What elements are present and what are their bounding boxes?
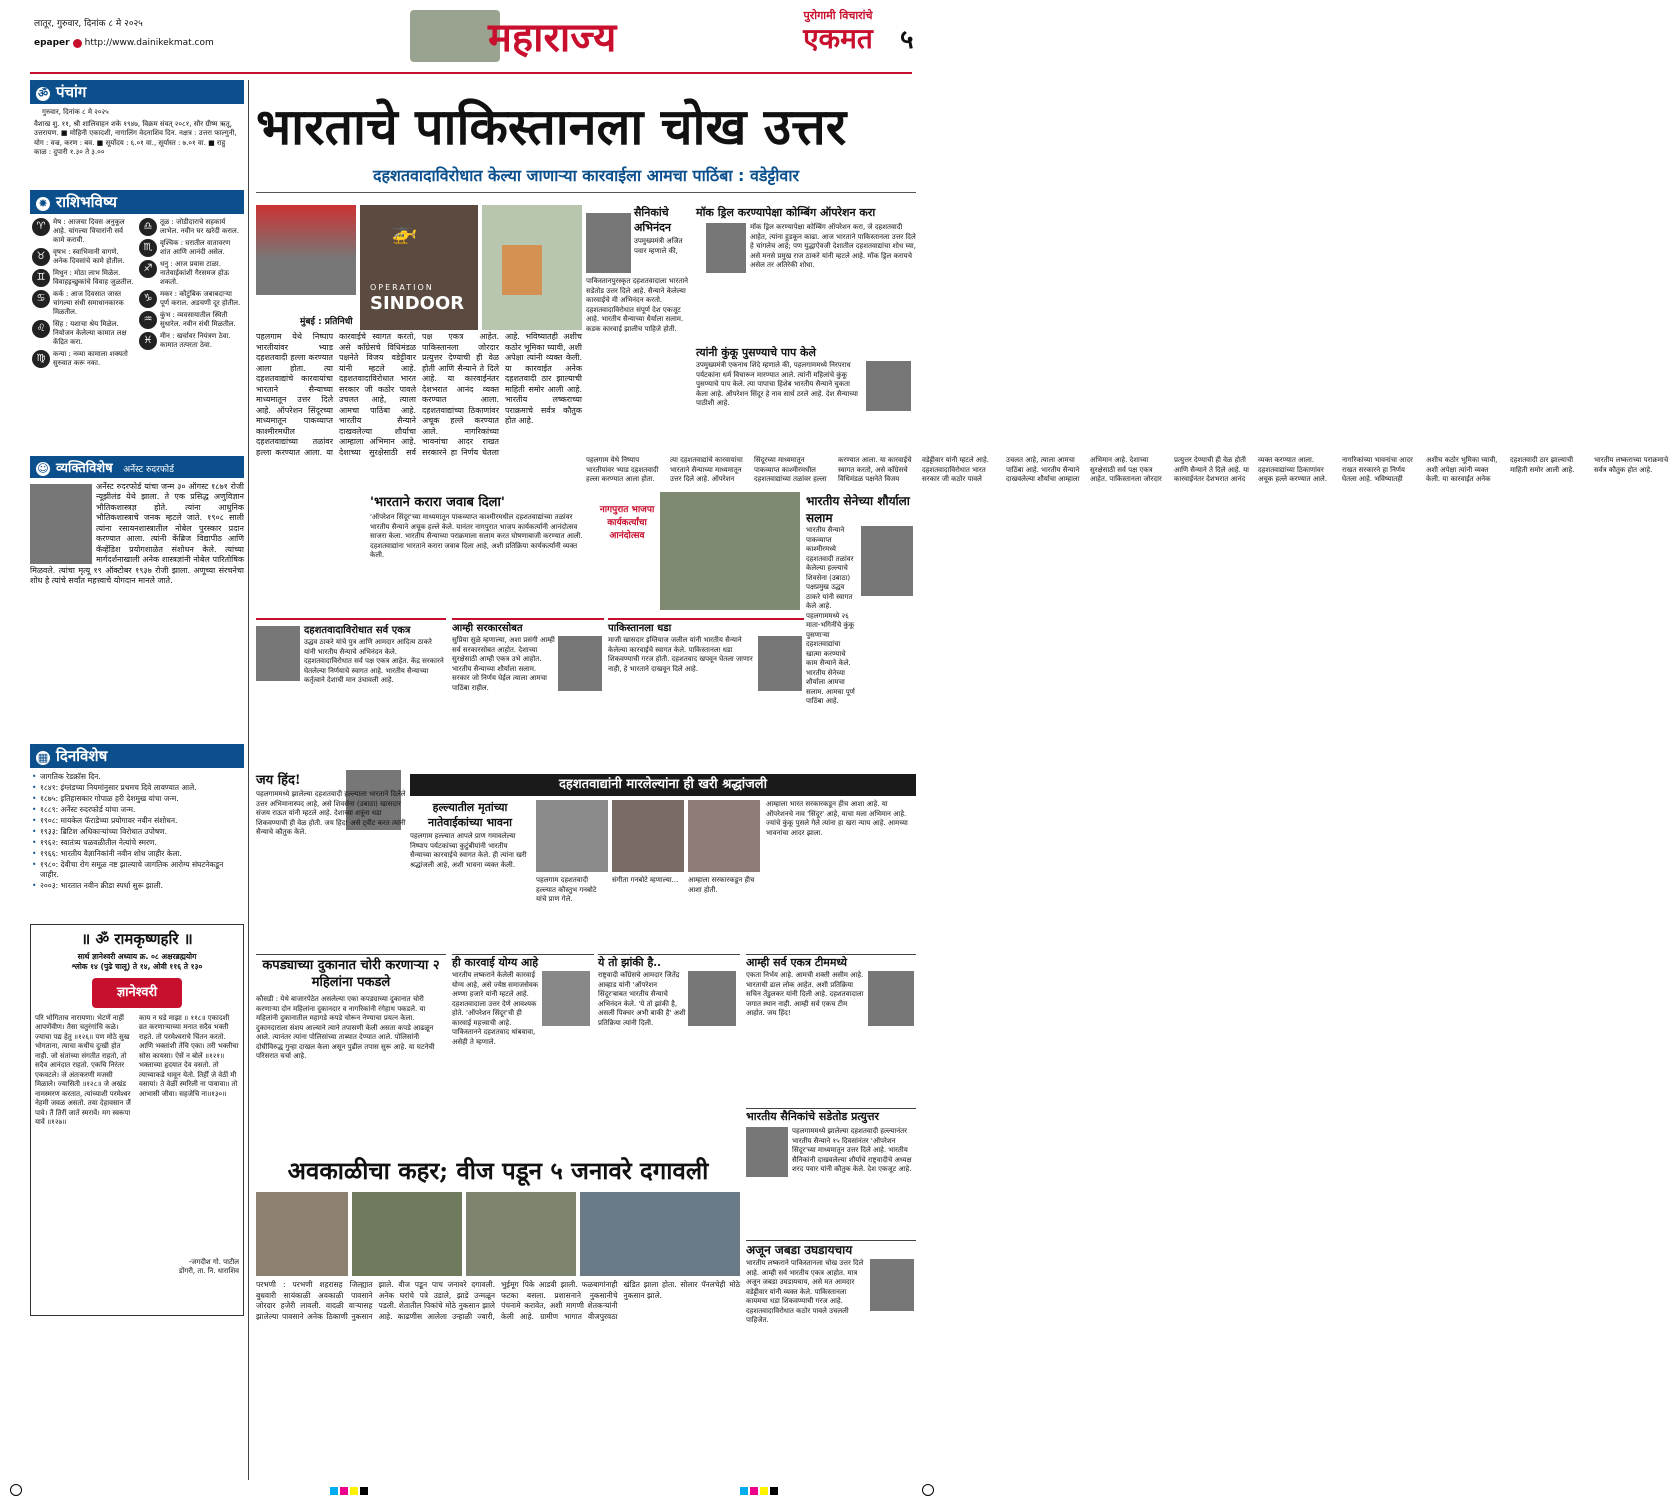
aaditya-body: उद्धव ठाकरे यांचे पुत्र आणि आमदार आदित्य ठाकरे यांनी भारतीय सैन्याचे अभिनंदन केले. दहशतवादाविरोधात सर्व पक्ष एकत्र आहेत. केंद्र सरकारने घेतलेल्या निर्णयाचे स्वागत आहे. भारतीय सैन्याच्या कर्तृत्वाने देशाची मान उंचावली आहे. bbox=[304, 638, 444, 684]
imtiaz-box bbox=[608, 618, 804, 766]
imtiaz-body: माजी खासदार इम्तियाज जलील यांनी भारतीय सैन्याने केलेल्या कारवाईचे स्वागत केले. पाकिस्तानला धडा शिकवण्याची गरज होती. दहशतवाद खपवून घेतला जाणार नाही, हे भारताने दाखवून दिले आहे. bbox=[608, 636, 753, 673]
anna-box bbox=[452, 954, 594, 1154]
pawar-title: भारतीय सैनिकांचे सडेतोड प्रत्युत्तर bbox=[746, 1110, 879, 1123]
photo-caption-2: संगीता गनबोटे म्हणाल्या... bbox=[612, 876, 679, 884]
vadettiwar2-body: भारतीय लष्कराने पाकिस्तानला चोख उत्तर दिले आहे. आम्ही सर्व भारतीय एकत्र आहोत. मात्र अजून जबडा उघडायचाय, असे मत आमदार वडेट्टीवार यांनी व्यक्त केले. पाकिस्तानला कायमचा धडा शिकवण्याची गरज आहे. दहशतवादाविरोधात कठोर पावले उचलली पाहिजेत. bbox=[746, 1259, 864, 1324]
kashmir-map bbox=[482, 205, 582, 330]
weather-title: अवकाळीचा कहर; वीज पडून ५ जनावरे दगावली bbox=[287, 1156, 709, 1185]
dnyaneshwari-col2: काय न घडे माझा ॥ ११८॥ एकादशी व्रत करणाऱ्याच्या मनात सदैव भक्ती राहते. तो परमेश्वराचे चिंतन करतो. आणि भक्तांशी तेंचि एका। तरी भक्तीचा सोस कायसा। ऐसें न बोलें ॥१२१॥ भक्ताच्या हृदयात देव वसतो. तो त्याच्याकडे धावून येतो. तिर्हीं जे वेठीं मी वसायां। ते वेळीं स्मरिली ना पावावा॥ तो आभासी जीवा। सहजेचि ना॥१३०॥ bbox=[139, 1013, 239, 1098]
dnyaneshwari-subtitle: सार्थ ज्ञानेश्वरी अध्याय क्र. ०८ अक्षरब्रह्मयोग bbox=[77, 951, 197, 961]
awhad-body: राष्ट्रवादी काँग्रेसचे आमदार जितेंद्र आव्हाड यांनी 'ऑपरेशन सिंदूर'बाबत भारतीय सैन्याचे अभिनंदन केले. 'ये तो झांकी है, असली पिक्चर अभी बाकी है' अशी प्रतिक्रिया त्यांनी दिली. bbox=[598, 971, 686, 1027]
color-bar-magenta bbox=[750, 1487, 758, 1495]
aries-icon: ♈ bbox=[32, 218, 50, 236]
rashi-mithun: ♊ मिथुन : मोठा लाभ मिळेल. विवाहइच्छुकांचे विवाह जुळतील. bbox=[32, 269, 135, 287]
storm-damage-photo-1 bbox=[256, 1192, 348, 1276]
map-marker bbox=[502, 245, 542, 295]
shinde-box bbox=[696, 345, 916, 457]
rashi-grid bbox=[30, 214, 244, 454]
virgo-icon: ♍ bbox=[32, 350, 50, 368]
aaditya-title: दहशतवादाविरोधात सर्व एकत्र bbox=[304, 625, 411, 636]
supriya-box bbox=[452, 618, 604, 766]
shraddhanjali-body: पहलगाम हल्ल्यात आपले प्राण गमावलेल्या निष्पाप पर्यटकांच्या कुटुंबीयांनी भारतीय सैन्याच्या कारवाईचे स्वागत केले. ही त्यांना खरी श्रद्धांजली आहे, अशी भावना व्यक्त केली. bbox=[410, 832, 527, 869]
storm-damage-photo-3 bbox=[466, 1192, 576, 1276]
dnyaneshwari-box bbox=[30, 924, 244, 1316]
rashi-meen: ♓ मीन : खर्चावर नियंत्रण ठेवा. कामात तत्परता ठेवा. bbox=[139, 332, 242, 350]
color-bar-yellow bbox=[350, 1487, 358, 1495]
supriya-photo bbox=[558, 636, 602, 691]
rashi-kanya: ♍ कन्या : नव्या कामाला शक्यतो सुरुवात करू नका. bbox=[32, 350, 135, 368]
nagpur-caption: नागपुरात भाजपा कार्यकर्त्यांचा आनंदोत्सव bbox=[599, 505, 655, 541]
gemini-icon: ♊ bbox=[32, 269, 50, 287]
supriya-title: आम्ही सरकारसोबत bbox=[452, 623, 523, 634]
kapda-body: कौसडी : येथे बाजारपेठेत असलेल्या एका कपड्याच्या दुकानात चोरी करणाऱ्या दोन महिलांना दुकानदार व नागरिकांनी रंगेहाथ पकडले. या महिलांनी दुकानातील महागडे कपडे चोरून नेण्याचा प्रयत्न केला. दुकानदाराला संशय आल्याने त्याने तपासणी केली असता कपडे आढळून आले. त्यानंतर त्यांना पोलिसांच्या ताब्यात देण्यात आले. पोलिसांनी दोघींविरुद्ध गुन्हा दाखल केला असून पुढील तपास सुरू आहे. या घटनेची परिसरात चर्चा आहे. bbox=[256, 995, 435, 1060]
storm-damage-photo-4 bbox=[580, 1192, 740, 1276]
vyaktivishesh-header: ☺ व्यक्तिविशेष अर्नेस्ट रुदरफोर्ड bbox=[30, 456, 244, 478]
dinvishesh-item: • जागतिक रेडक्रॉस दिन. bbox=[32, 772, 242, 782]
nagpur-body: 'ऑपरेशन सिंदूर'च्या माध्यमातून पाकव्याप्त काश्मीरमधील दहशतवाद्यांच्या तळांवर भारतीय सैन्याने अचूक हल्ले केले. यानंतर नागपुरात भाजप कार्यकर्त्यांनी आनंदोत्सव साजरा केला. भारतीय सैन्याच्या पराक्रमाला सलाम करत घोषणाबाजी करण्यात आली. दहशतवाद्यांना भारताने करारा जवाब दिला आहे, अशी प्रतिक्रिया कार्यकर्त्यांनी व्यक्त केली. bbox=[370, 513, 583, 559]
rutherford-photo bbox=[30, 484, 92, 564]
vadettiwar2-photo bbox=[870, 1259, 914, 1311]
anna-body: भारतीय लष्कराने केलेली कारवाई योग्य आहे, असे ज्येष्ठ समाजसेवक अण्णा हजारे यांनी म्हटले आहे. दहशतवादाला उत्तर देणे आवश्यक होते. 'ऑपरेशन सिंदूर'ची ही कारवाई महत्त्वाची आहे. पाकिस्तानने दहशतवाद थांबवावा, असेही ते म्हणाले. bbox=[452, 971, 539, 1046]
nagpur-box bbox=[370, 492, 800, 612]
main-body-continued: पहलगाम येथे निष्पाप भारतीयांवर भ्याड दहशतवादी हल्ला करण्यात आला होता. त्या दहशतवाद्यांचे कारवायांचा भारताने सैन्याच्या माध्यमातून उत्तर दिले आहे. ऑपरेशन सिंदूरच्या माध्यमातून पाकव्याप्त काश्मीरमधील दहशतवाद्यांच्या तळांवर हल्ला करण्यात आला. या कारवाईचे स्वागत करतो, असे काँग्रेसचे विधिमंडळ पक्षनेते विजय वडेट्टीवार यांनी म्हटले आहे. दहशतवादाविरोधात भारत सरकार जी कठोर पावले उचलत आहे, त्याला आमचा पाठिंबा आहे. भारतीय सैन्याने दाखवलेल्या शौर्याचा आम्हाला अभिमान आहे. देशाच्या सुरक्षेसाठी सर्व पक्ष एकत्र आहेत. पाकिस्तानला जोरदार प्रत्युत्तर देण्याची ही वेळ होती आणि सैन्याने ते दिले आहे. या कारवाईनंतर देशभरात आनंद व्यक्त करण्यात आला. दहशतवाद्यांच्या ठिकाणांवर अचूक हल्ले करण्यात आले. नागरिकांच्या भावनांचा आदर राखत सरकारने हा निर्णय घेतला आहे. भविष्यातही अशीच कठोर भूमिका घ्यावी, अशी अपेक्षा त्यांनी व्यक्त केली. या कारवाईत अनेक दहशतवादी ठार झाल्याची माहिती समोर आली आहे. भारतीय लष्कराच्या पराक्रमाचे सर्वत्र कौतुक होत आहे. bbox=[586, 456, 1669, 483]
sachin-title: आम्ही सर्व एकत्र टीममध्ये bbox=[746, 956, 847, 969]
rashi-kark: ♋ कर्क : आज दिवसात जास्त चांगल्या संधी समाधानकारक मिळतील. bbox=[32, 290, 135, 317]
aaditya-photo bbox=[256, 626, 300, 681]
paper-name: एकमत bbox=[803, 22, 873, 55]
left-column bbox=[30, 80, 244, 1480]
section-title: महाराज्य bbox=[488, 14, 617, 61]
raut-box bbox=[256, 770, 406, 948]
registration-mark bbox=[922, 1484, 934, 1496]
supriya-body: सुप्रिया सुळे म्हणाल्या, अशा प्रसंगी आम्ही सर्व सरकारसोबत आहोत. देशाच्या सुरक्षेसाठी आम्ही एकत्र उभे आहोत. भारतीय सैन्याच्या शौर्याला सलाम. सरकार जो निर्णय घेईल त्याला आमचा पाठिंबा राहील. bbox=[452, 636, 555, 692]
main-body: पहलगाम येथे निष्पाप भारतीयांवर भ्याड दहशतवादी हल्ला करण्यात आला होता. त्या दहशतवाद्यांचे कारवायांचा भारताने सैन्याच्या माध्यमातून उत्तर दिले आहे. ऑपरेशन सिंदूरच्या माध्यमातून पाकव्याप्त काश्मीरमधील दहशतवाद्यांच्या तळांवर हल्ला करण्यात आला. या कारवाईचे स्वागत करतो, असे काँग्रेसचे विधिमंडळ पक्षनेते विजय वडेट्टीवार यांनी म्हटले आहे. दहशतवादाविरोधात भारत सरकार जी कठोर पावले उचलत आहे, त्याला आमचा पाठिंबा आहे. भारतीय सैन्याने दाखवलेल्या शौर्याचा आम्हाला अभिमान आहे. देशाच्या सुरक्षेसाठी सर्व पक्ष एकत्र आहेत. पाकिस्तानला जोरदार प्रत्युत्तर देण्याची ही वेळ होती आणि सैन्याने ते दिले आहे. या कारवाईनंतर देशभरात आनंद व्यक्त करण्यात आला. दहशतवाद्यांच्या ठिकाणांवर अचूक हल्ले करण्यात आले. नागरिकांच्या भावनांचा आदर राखत सरकारने हा निर्णय घेतला आहे. भविष्यातही अशीच कठोर भूमिका घ्यावी, अशी अपेक्षा त्यांनी व्यक्त केली. या कारवाईत अनेक दहशतवादी ठार झाल्याची माहिती समोर आली आहे. भारतीय लष्कराच्या पराक्रमाचे सर्वत्र कौतुक होत आहे. bbox=[256, 332, 582, 457]
raj-photo bbox=[706, 223, 746, 273]
color-bar-cyan bbox=[330, 1487, 338, 1495]
dnyaneshwari-col1: परि भोगिताच नारायणा। भेटणें नाहीं आपणेंवीण। तैसा चतुरंगांचि कळे। ज्याचा पद्य हेतु ॥१२६॥ पण मोठे सुख भोगताना, त्याचा कधीच दुःखी होत नाही. जो संतांच्या संगतीत राहतो, तो सदैव आनंदात राहतो. एकचि निरंतर एकवटले। जे अंतःकरणी मजसी मिळाले। ज्यासिती ॥१२८॥ जे अखंड नामस्मरण करतात, त्यांच्याशी परमेश्वर नेहमी जवळ असतो. तया देहावसान जैं पावे। तैं तिरीं जातें स्मरावें। मग स्वरूपा यावें ॥१२७॥ bbox=[35, 1013, 131, 1126]
color-bar-yellow bbox=[760, 1487, 768, 1495]
shraddhanjali-block bbox=[410, 800, 916, 948]
photo-caption-3: आम्हाला सरकारकडून हीच आशा होती. bbox=[688, 876, 755, 894]
scorpio-icon: ♏ bbox=[139, 239, 157, 257]
pawar-photo bbox=[746, 1127, 788, 1177]
taurus-icon: ♉ bbox=[32, 248, 50, 266]
capricorn-icon: ♑ bbox=[139, 290, 157, 308]
dinvishesh-item: • २००३: भारतात नवीन क्रीडा स्पर्धा सुरू झाली. bbox=[32, 881, 242, 891]
paper-brand bbox=[778, 8, 898, 62]
uddhav-photo bbox=[861, 526, 913, 596]
pawar-box bbox=[746, 1108, 916, 1236]
color-bar-black bbox=[360, 1487, 368, 1495]
dinvishesh-item: • १९६६: भारतीय वैज्ञानिकांनी नवीन शोध जाहीर केला. bbox=[32, 849, 242, 859]
color-bar-cyan bbox=[740, 1487, 748, 1495]
tagline: पुरोगामी विचारांचे bbox=[803, 9, 873, 22]
raj-box bbox=[696, 205, 916, 343]
victim-relative-photo-1 bbox=[536, 800, 608, 872]
masthead-rule bbox=[30, 72, 912, 74]
rashi-vrushchik: ♏ वृश्चिक : घरातील वातावरण शांत आणि आनंदी असेल. bbox=[139, 239, 242, 257]
dinvishesh-item: • १८४१: इंग्लंडच्या नियमांनुसार प्रथमच दिवे लावण्यात आले. bbox=[32, 783, 242, 793]
main-headline: भारताचे पाकिस्तानला चोख उत्तर bbox=[256, 97, 847, 156]
aquarius-icon: ♒ bbox=[139, 311, 157, 329]
sagittarius-icon: ♐ bbox=[139, 260, 157, 278]
vyaktivishesh-subject: अर्नेस्ट रुदरफोर्ड bbox=[123, 464, 174, 475]
raut-title: जय हिंद! bbox=[256, 773, 301, 788]
vyaktivishesh-body: अर्नेस्ट रुदरफोर्ड यांचा जन्म ३० ऑगस्ट १८७१ रोजी न्यूझीलंड येथे झाला. ते एक प्रसिद्ध अणुविज्ञान भौतिकशास्त्रज्ञ होते. त्यांना आधुनिक भौतिकशास्त्राचे जनक म्हटले जाते. १९०८ साली त्यांना रसायनशास्त्रातील नोबेल पुरस्कार प्रदान करण्यात आला. त्यांनी केंब्रिज विद्यापीठ आणि कॅव्हेंडिश प्रयोगशाळेत संशोधन केले. त्यांच्या मार्गदर्शनाखाली अनेक शास्त्रज्ञांनी नोबेल पारितोषिक मिळवले. त्यांचा मृत्यू १९ ऑक्टोबर १९३७ रोजी झाला. अणूच्या संरचनेचा शोध हे त्यांचे सर्वांत महत्त्वाचे योगदान मानले जाते. bbox=[30, 481, 244, 585]
main-deck: दहशतवादाविरोधात केल्या जाणाऱ्या कारवाईला आमचा पाठिंबा : वडेट्टीवार bbox=[256, 164, 916, 193]
globe-icon bbox=[73, 39, 82, 48]
vadettiwar2-box bbox=[746, 1240, 916, 1476]
kapda-box bbox=[256, 954, 446, 1154]
sachin-box bbox=[746, 954, 916, 1106]
masthead-map-graphic bbox=[410, 10, 500, 62]
shraddhanjali-subtitle: हल्ल्यातील मृतांच्या नातेवाईकांच्या भावना bbox=[428, 801, 512, 829]
nagpur-photo bbox=[660, 492, 800, 610]
vadettiwar-photo bbox=[256, 205, 356, 295]
rashi-makar: ♑ मकर : कौटुंबिक जबाबदाऱ्या पूर्ण कराल. अडचणी दूर होतील. bbox=[139, 290, 242, 308]
left-divider bbox=[248, 80, 249, 1480]
page-number: ५ bbox=[900, 25, 914, 55]
dinvishesh-item: • १८७५: इतिहासकार गोपाळ हरी देशमुख यांचा जन्म. bbox=[32, 794, 242, 804]
panchang-date: गुरुवार, दिनांक ८ मे २०२५ bbox=[42, 108, 109, 116]
anna-title: ही कारवाई योग्य आहे bbox=[452, 956, 539, 969]
masthead bbox=[0, 0, 945, 74]
rashi-kumbh: ♒ कुंभ : व्यवसायातील स्थिती सुधारेल. नवीन संधी मिळतील. bbox=[139, 311, 242, 329]
panchang-header: ॐ पंचांग bbox=[30, 80, 244, 104]
epaper-link[interactable]: epaper http://www.dainikekmat.com bbox=[34, 38, 214, 48]
sachin-photo bbox=[868, 971, 914, 1026]
dinvishesh-list bbox=[30, 768, 244, 918]
awhad-photo bbox=[688, 971, 736, 1026]
dinvishesh-header: ▦ दिनविशेष bbox=[30, 744, 244, 768]
storm-damage-photo-2 bbox=[352, 1192, 462, 1276]
dinvishesh-item: • १९८०: देवीचा रोग समूळ नष्ट झाल्याचे जागतिक आरोग्य संघटनेकडून जाहीर. bbox=[32, 860, 242, 880]
photo-caption-1: पहलगाम दहशतवादी हल्ल्यात कौस्तुभ गनबोटे यांचे प्राण गेले. bbox=[536, 876, 597, 903]
dinvishesh-item: • १९३३: ब्रिटिश अधिकाऱ्यांच्या विरोधात उपोषण. bbox=[32, 827, 242, 837]
vyaktivishesh-content bbox=[30, 482, 244, 742]
sachin-body: एकता निर्भय आहे. आमची शक्ती असीम आहे. भारताची ढाल लोक आहेत. अशी प्रतिक्रिया सचिन तेंडुलकर यांनी दिली आहे. दहशतवादाला जगात स्थान नाही. आम्ही सर्व एकच टीम आहोत. जय हिंद! bbox=[746, 971, 864, 1017]
rashi-tul: ♎ तूळ : जोडीदाराचे सहकार्य लाभेल. नवीन घर खरेदी कराल. bbox=[139, 218, 242, 236]
imtiaz-photo bbox=[758, 636, 802, 691]
dnyaneshwari-title: ॥ ॐ रामकृष्णहरि ॥ bbox=[81, 929, 193, 948]
rashi-header: ✸ राशिभविष्य bbox=[30, 190, 244, 214]
registration-mark bbox=[10, 1484, 22, 1496]
rashi-vrushabh: ♉ वृषभ : स्वाभिमानी वागणे. अनेक दिवसांचे कामे होतील. bbox=[32, 248, 135, 266]
ajit-title: सैनिकांचे अभिनंदन bbox=[634, 206, 672, 234]
raut-body: पहलगाममध्ये झालेल्या दहशतवादी हल्ल्याला भारताने दिलेले उत्तर अभिमानास्पद आहे, असे शिवसेना (उबाठा) खासदार संजय राऊत यांनी म्हटले आहे. देशाच्या शत्रूंना धडा शिकवण्याची ही वेळ होती. जय हिंद! असे ट्वीट करत त्यांनी सैन्याचे कौतुक केले. bbox=[256, 790, 406, 836]
byline: मुंबई : प्रतिनिधी bbox=[300, 317, 353, 327]
uddhav-title: भारतीय सेनेच्या शौर्याला सलाम bbox=[806, 494, 910, 525]
dinvishesh-item: • १९०८: मायकेल फॅराडेच्या प्रयोगावर नवीन संशोधन. bbox=[32, 816, 242, 826]
star-icon: ✸ bbox=[36, 197, 50, 211]
shinde-photo bbox=[866, 361, 911, 411]
shinde-body: उपमुख्यमंत्री एकनाथ शिंदे म्हणाले की, पहलगाममध्ये निरपराध पर्यटकांना धर्म विचारून मारण्यात आले. त्यांनी महिलांचे कुंकू पुसण्याचे पाप केले. त्या पापाचा हिशेब भारतीय सैन्याने चुकता केला आहे. ऑपरेशन सिंदूर हे नाव सार्थ ठरले आहे. देश सैन्याच्या पाठीशी आहे. bbox=[696, 361, 858, 407]
ajit-body: पाकिस्तानपुरस्कृत दहशतवादाला भारताने सडेतोड उत्तर दिले आहे. सैन्याने केलेल्या कारवाईचे मी अभिनंदन करतो. दहशतवादाविरोधात संपूर्ण देश एकजूट आहे. भारतीय सैन्याच्या धैर्याला सलाम. कडक कारवाई झालीच पाहिजे होती. bbox=[586, 277, 689, 333]
weather-body: परभणी : परभणी शहरासह जिल्ह्यात बुधवारी सायंकाळी अवकाळी पावसाने जोरदार हजेरी लावली. वादळी वाऱ्यासह झालेल्या पावसाने अनेक ठिकाणी नुकसान झाले. वीज पडून पाच जनावरे दगावली. अनेक घरांचे पत्रे उडाले, झाडे उन्मळून पडली. शेतातील पिकांचे मोठे नुकसान झाले आहे. काढणीस आलेला उन्हाळी ज्वारी, भुईमूग पिके आडवी झाली. फळबागांनाही फटका बसला. प्रशासनाने नुकसानीचे पंचनामे करावेत, अशी मागणी शेतकऱ्यांनी केली आहे. ग्रामीण भागात वीजपुरवठा खंडित झाला होता. सोलार पॅनलचेही मोठे नुकसान झाले. bbox=[256, 1280, 740, 1321]
libra-icon: ♎ bbox=[139, 218, 157, 236]
operation-graphic bbox=[360, 205, 478, 330]
rashi-dhanu: ♐ धनु : आज प्रवास टाळा. नातेवाईकांशी गैरसमज होऊ शकतो. bbox=[139, 260, 242, 287]
uddhav-box bbox=[806, 492, 916, 792]
awhad-title: ये तो झांकी है.. bbox=[598, 956, 661, 969]
pisces-icon: ♓ bbox=[139, 332, 157, 350]
victim-relative-photo-3 bbox=[688, 800, 760, 872]
shinde-title: त्यांनी कुंकू पुसण्याचे पाप केले bbox=[696, 346, 816, 359]
anna-photo bbox=[542, 971, 590, 1026]
dinvishesh-item: • १८८९: अर्नेस्ट रुदरफोर्ड यांचा जन्म. bbox=[32, 805, 242, 815]
dnyaneshwari-signature: -जगदीश गो. पाटील bbox=[188, 1257, 239, 1266]
vadettiwar2-title: अजून जबडा उघडायचाय bbox=[746, 1243, 853, 1257]
kapda-title: कपड्याच्या दुकानात चोरी करणाऱ्या २ महिलांना पकडले bbox=[262, 958, 440, 990]
operation-name: SINDOOR bbox=[370, 293, 465, 314]
color-bar-black bbox=[770, 1487, 778, 1495]
dinvishesh-item: • १९६२: स्वातंत्र्य चळवळीतील नेत्यांचे स्मरण. bbox=[32, 838, 242, 848]
person-icon: ☺ bbox=[37, 461, 49, 475]
dateline: लातूर, गुरुवार, दिनांक ८ मे २०२५ bbox=[34, 19, 143, 29]
pawar-body: पहलगाममध्ये झालेल्या दहशतवादी हल्ल्यानंतर भारतीय सैन्याने १५ दिवसांनंतर 'ऑपरेशन सिंदूर'च्या माध्यमातून उत्तर दिले आहे. भारतीय सैनिकांनी दाखवलेल्या शौर्याचे राष्ट्रवादीचे अध्यक्ष शरद पवार यांनी कौतुक केले. देश एकजूट आहे. bbox=[792, 1127, 912, 1173]
dnyaneshwari-logo: ज्ञानेश्वरी bbox=[92, 978, 182, 1008]
imtiaz-title: पाकिस्तानला धडा bbox=[608, 623, 672, 634]
raj-body: मॉक ड्रिल करण्यापेक्षा कोम्बिंग ऑपरेशन करा, जे दहशतवादी आहेत, त्यांना हुडकून काढा. आज भारताने पाकिस्तानला उत्तर दिले हे चांगलेच आहे; पण युद्धाऐवजी देशातील दहशतवाद्यांचा शोध घ्या, असे मनसे प्रमुख राज ठाकरे यांनी म्हटले आहे. मॉक ड्रिल करायचे असेल तर अतिरेकी शोधा. bbox=[750, 223, 916, 269]
helicopter-icon: 🚁 bbox=[390, 220, 418, 245]
shraddhanjali-right-body: आम्हाला भारत सरकारकडून हीच आशा आहे. या ऑपरेशनचे नाव 'सिंदूर' आहे, याचा मला अभिमान आहे. ज्यांचे कुंकू पुसले गेले त्यांना हा खरा न्याय आहे. आमच्या भावनांचा आदर झाला. bbox=[766, 800, 908, 837]
dnyaneshwari-sig-place: डोंगरी, ता. नि. धाराशिव bbox=[178, 1267, 239, 1275]
awhad-box bbox=[598, 954, 740, 1154]
nagpur-title: 'भारताने करारा जवाब दिला' bbox=[370, 495, 505, 510]
rashi-sinh: ♌ सिंह : यशाचा श्रेय मिळेल. नियोजन केलेल्या कामात लक्ष केंद्रित करा. bbox=[32, 320, 135, 347]
ajit-box bbox=[586, 205, 691, 455]
ajit-sub: उपमुख्यमंत्री अजित पवार म्हणाले की, bbox=[634, 237, 683, 255]
cancer-icon: ♋ bbox=[32, 290, 50, 308]
color-bar-magenta bbox=[340, 1487, 348, 1495]
operation-label: OPERATION bbox=[370, 283, 434, 292]
victim-relative-photo-2 bbox=[612, 800, 684, 872]
raj-title: मॉक ड्रिल करण्यापेक्षा कोम्बिंग ऑपरेशन करा bbox=[696, 206, 876, 219]
ajit-photo bbox=[586, 213, 631, 273]
aaditya-box bbox=[256, 618, 446, 766]
shraddhanjali-banner: दहशतवाद्यांनी मारलेल्यांना ही खरी श्रद्धांजली bbox=[410, 774, 916, 796]
calendar-icon: ▦ bbox=[37, 750, 49, 764]
dnyaneshwari-verses: श्लोक १४ (पुढे चालू) ते १४, ओवी ११६ ते १३० bbox=[71, 961, 203, 971]
rashi-mesh: ♈ मेष : आजचा दिवस अनुकूल आहे. चांगल्या विचारांनी सर्व कामे करावी. bbox=[32, 218, 135, 245]
leo-icon: ♌ bbox=[32, 320, 50, 338]
om-icon: ॐ bbox=[37, 87, 49, 100]
uddhav-body: भारतीय सैन्याने पाकव्याप्त काश्मीरमध्ये दहशतवादी तळांवर केलेल्या हल्ल्याचे शिवसेना (उबाठा) पक्षप्रमुख उद्धव ठाकरे यांनी स्वागत केले आहे. पहलगाममध्ये २६ माता-भगिनींचे कुंकू पुसणाऱ्या दहशतवाद्यांचा खात्मा करण्याचे काम सैन्याने केले. भारतीय सेनेच्या शौर्याला आमचा सलाम. आमचा पूर्ण पाठिंबा आहे. bbox=[806, 526, 855, 705]
panchang-body: वैशाख शु. ११, श्री शालिवाहन शके १९४७, विक्रम संवत् २०८१, सौर ग्रीष्म ऋतू, उत्तरायण. ■ मोहिनी एकादशी, नागालिंग वेदनाशिव दिन. नक्षत्र : उत्तरा फाल्गुनी, योग : वज्र, करण : बव. ■ सूर्योदय : ६.०१ वा., सूर्यास्त : ७.०१ वा. ■ राहु काळ : दुपारी १.३० ते ३.०० bbox=[34, 119, 237, 156]
